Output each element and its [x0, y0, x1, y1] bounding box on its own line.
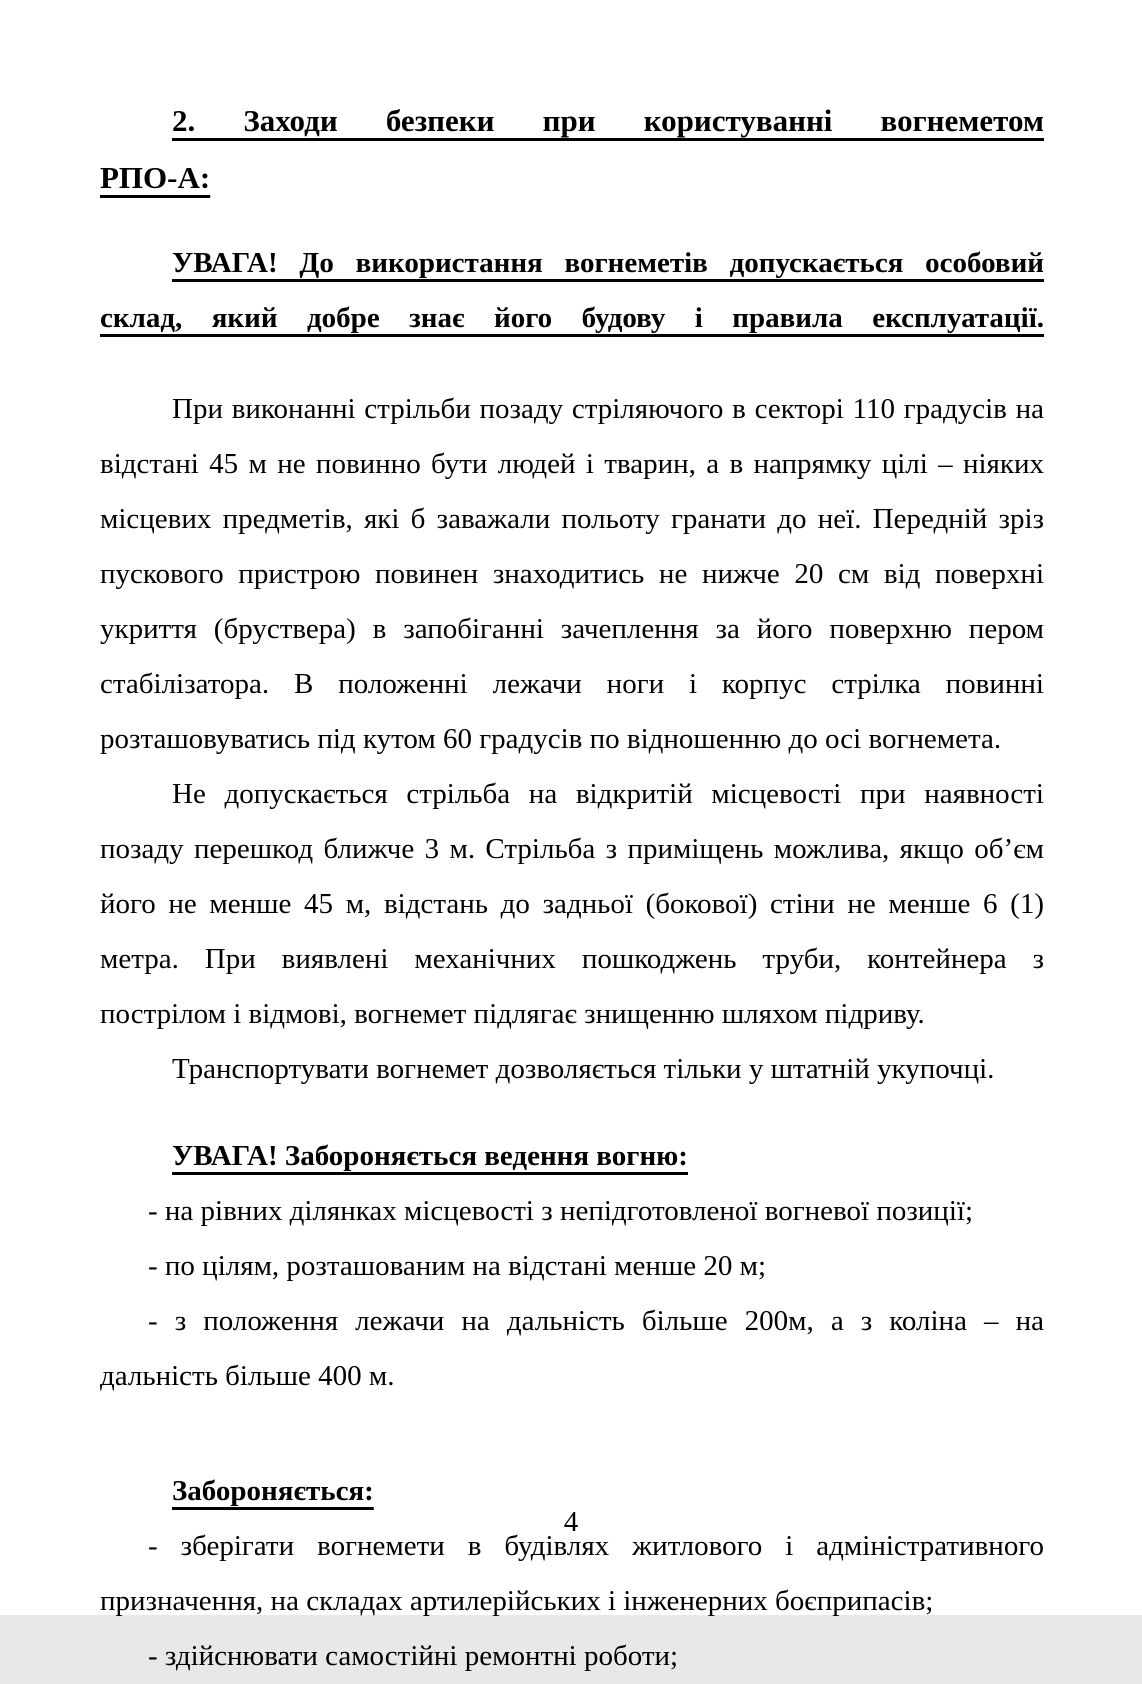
- section-title-line2: РПО-А:: [100, 160, 211, 195]
- attention-intro-paragraph: УВАГА! До використання вогнеметів допускається особовий склад, який добре знає його будову і правила експлуатації.: [100, 247, 1044, 334]
- fire-prohibition-heading-text: УВАГА! Забороняється ведення вогню:: [172, 1140, 688, 1172]
- list-item: - по цілям, розташованим на відстані менше 20 м;: [148, 1250, 767, 1282]
- list-item: - на рівних ділянках місцевості з непідготовленої вогневої позиції;: [148, 1195, 973, 1227]
- general-prohibition-list: [100, 1519, 1044, 1684]
- fire-prohibition-list: [100, 1184, 1044, 1404]
- list-item: - з положення лежачи на дальність більше 200м, а з коліна – на дальність більше 400 м.: [100, 1305, 1044, 1392]
- page-number: 4: [563, 1506, 579, 1538]
- body-text-block: [100, 382, 1044, 1097]
- list-item: - зберігати вогнемети в будівлях житлового і адміністративного призначення, на складах артилерійських і інженерних боєприпасів;: [100, 1530, 1044, 1617]
- list-item: - здійснювати самостійні ремонтні роботи;: [148, 1640, 679, 1672]
- body-paragraph-open-terrain: Не допускається стрільба на відкритій місцевості при наявності позаду перешкод ближче 3 м. Стрільба з приміщень можлива, якщо об’єм його не менше 45 м, відстань до задньої (бокової) стіни не менше 6 (1) метра. При виявлені механічних пошкоджень труби, контейнера з пострілом і відмові, вогнемет підлягає знищенню шляхом підриву.: [100, 778, 1044, 1030]
- body-paragraph-firing-sector: При виконанні стрільби позаду стріляючого в секторі 110 градусів на відстані 45 м не повинно бути людей і тварин, а в напрямку цілі – ніяких місцевих предметів, які б заважали польоту гранати до неї. Передній зріз пускового пристрою повинен знаходитись не нижче 20 см від поверхні укриття (бруствера) в запобіганні зачеплення за його поверхню пером стабілізатора. В положенні лежачи ноги і корпус стрілка повинні розташовуватись під кутом 60 градусів по відношенню до осі вогнемета.: [100, 393, 1044, 755]
- section-title: [100, 92, 1044, 206]
- general-prohibition-heading-text: Забороняється:: [172, 1475, 374, 1507]
- fire-prohibition-heading: [100, 1129, 1044, 1184]
- body-paragraph-transport: Транспортувати вогнемет дозволяється тільки у штатній укупочці.: [172, 1053, 995, 1085]
- section-title-line1: 2. Заходи безпеки при користуванні вогнеметом: [172, 103, 1044, 138]
